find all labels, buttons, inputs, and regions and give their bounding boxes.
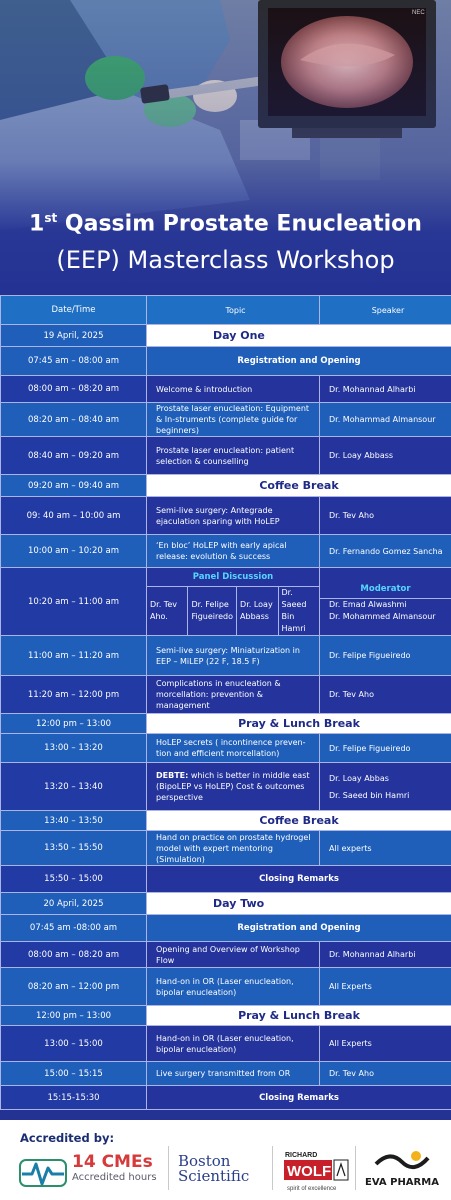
row-topic: Hand-on in OR (Laser enucleation, bipolar enucleation) [147,968,320,1006]
richard-wolf-logo [284,1148,350,1196]
table-row [1,763,451,811]
row-topic: Hand-on in OR (Laser enucleation, bipolar enucleation) [147,1026,320,1062]
cme-count: 14 CMEs [72,1152,153,1172]
row-speaker: Dr. Felipe Figueiredo [320,734,451,763]
row-time: 13:00 – 13:20 [1,734,147,763]
cme-subtitle: Accredited hours [72,1172,157,1183]
hero-image [0,0,451,292]
row-topic: Prostate laser enucleation: patient selection & counselling [147,437,320,475]
row-time: 08:00 am – 08:20 am [1,942,147,968]
row-speaker: Dr. Loay Abbass [320,437,451,475]
table-row [1,535,451,568]
header-topic: Topic [147,296,320,325]
row-time: 08:20 am – 12:00 pm [1,968,147,1006]
row-time: 10:20 am – 11:00 am [1,568,147,636]
divider [355,1146,356,1190]
panelist: Dr. Tev Aho. [147,587,188,635]
row-time: 12:00 pm – 13:00 [1,1006,147,1026]
table-row [1,714,451,734]
row-speaker: All Experts [320,1026,451,1062]
row-speaker: Dr. Mohannad Alharbi [320,942,451,968]
header-speaker: Speaker [320,296,451,325]
panel-discussion-row [1,568,451,636]
title-number: 1 [29,211,45,237]
row-time: 11:20 am – 12:00 pm [1,676,147,714]
page-title [0,203,451,277]
row-topic: Registration and Opening [147,915,451,942]
panelist: Dr. Felipe Figueiredo [188,587,237,635]
row-topic: Semi-live surgery: Antegrade ejaculation sparing with HoLEP [147,497,320,535]
row-time: 13:50 – 15:50 [1,831,147,866]
table-row [1,968,451,1006]
speaker-name: Dr. Loay Abbas [329,773,389,783]
row-time: 11:00 am – 11:20 am [1,636,147,676]
row-speaker [320,763,451,811]
table-header [1,296,451,325]
row-speaker: Dr. Tev Aho [320,1062,451,1086]
day-two-row [1,893,451,915]
logo-line: WOLF [287,1163,332,1180]
row-time: 13:20 – 13:40 [1,763,147,811]
panel-title: Panel Discussion [147,568,319,587]
row-topic: Pray & Lunch Break [147,1006,451,1026]
row-time: 13:00 – 15:00 [1,1026,147,1062]
title-ordinal: st [44,211,58,225]
divider [168,1146,169,1190]
table-row [1,915,451,942]
row-time: 08:20 am – 08:40 am [1,403,147,437]
accreditation-logo [18,1154,68,1192]
eva-pharma-logo: EVA PHARMA [365,1177,439,1188]
panelist: Dr. Loay Abbass [237,587,278,635]
row-topic: HoLEP secrets ( incontinence preven-tion and efficient morcellation) [147,734,320,763]
table-row [1,1026,451,1062]
moderator-title: Moderator [320,580,451,599]
row-time: 12:00 pm – 13:00 [1,714,147,734]
panelist: Dr. Saeed Bin Hamri [281,588,307,633]
moderator: Dr. Mohammed Almansour [329,612,436,621]
row-topic: Semi-live surgery: Miniaturization in EEP – MiLEP (22 F, 18.5 F) [147,636,320,676]
moderator: Dr. Emad Alwashmi [329,600,407,609]
row-topic: Prostate laser enucleation: Equipment & In-struments (complete guide for beginners) [147,403,320,437]
row-speaker: Dr. Fernando Gomez Sancha [320,535,451,568]
row-speaker: Dr. Tev Aho [320,676,451,714]
row-time: 09: 40 am – 10:00 am [1,497,147,535]
title-line2: (EEP) Masterclass Workshop [56,246,395,275]
row-topic: Live surgery transmitted from OR [147,1062,320,1086]
table-row [1,497,451,535]
title-line1: Qassim Prostate Enucleation [57,211,422,237]
table-row [1,1086,451,1110]
table-row [1,475,451,497]
table-row [1,831,451,866]
row-time: 07:45 am -08:00 am [1,915,147,942]
row-topic: Coffee Break [147,811,451,831]
table-row [1,1062,451,1086]
row-time: 13:40 – 13:50 [1,811,147,831]
logo-line: Scientific [178,1167,250,1185]
logo-line: Boston [178,1152,231,1170]
day-date: 20 April, 2025 [1,893,147,915]
accredited-label: Accredited by: [20,1131,115,1145]
divider [272,1146,273,1190]
row-time: 07:45 am – 08:00 am [1,347,147,376]
logo-line: spirit of excellence [287,1186,337,1192]
table-row [1,1006,451,1026]
row-topic: Registration and Opening [147,347,451,376]
table-row [1,942,451,968]
row-time: 15:50 – 15:00 [1,866,147,893]
row-speaker: Dr. Felipe Figueiredo [320,636,451,676]
row-time: 10:00 am – 10:20 am [1,535,147,568]
row-speaker: Dr. Mohammad Almansour [320,403,451,437]
row-topic: Complications in enucleation & morcellation: prevention & management [147,676,320,714]
row-topic: Pray & Lunch Break [147,714,451,734]
row-topic: Opening and Overview of Workshop Flow [147,942,320,968]
table-row [1,676,451,714]
eva-pharma-symbol [372,1148,432,1176]
panel-cell [147,568,320,636]
table-row [1,403,451,437]
row-time: 08:00 am – 08:20 am [1,376,147,403]
table-row [1,347,451,376]
debate-label: DEBTE: [156,771,189,780]
speaker-name: Dr. Saeed bin Hamri [329,790,410,800]
schedule-table [0,295,451,1110]
boston-scientific-logo [178,1154,249,1184]
row-topic: ‘En bloc’ HoLEP with early apical release: evolution & success [147,535,320,568]
day-label: Day Two [147,893,451,915]
logo-line: RICHARD [285,1152,318,1159]
table-row [1,376,451,403]
table-row [1,866,451,893]
moderator-cell [320,568,451,636]
row-topic: Hand on practice on prostate hydrogel model with expert mentoring (Simulation) [147,831,320,866]
row-time: 08:40 am – 09:20 am [1,437,147,475]
row-speaker: Dr. Tev Aho [320,497,451,535]
row-speaker: All experts [320,831,451,866]
table-row [1,636,451,676]
table-row [1,734,451,763]
table-row [1,811,451,831]
row-time: 09:20 am – 09:40 am [1,475,147,497]
day-label: Day One [147,325,451,347]
table-row [1,437,451,475]
row-topic [147,763,320,811]
row-topic: Closing Remarks [147,866,451,893]
row-speaker: Dr. Mohannad Alharbi [320,376,451,403]
row-topic: Coffee Break [147,475,451,497]
row-topic: Welcome & introduction [147,376,320,403]
day-one-row [1,325,451,347]
row-speaker: All Experts [320,968,451,1006]
debate-text: which is better in middle east (BipoLEP vs HoLEP) Cost & outcomes perspective [156,771,310,802]
row-time: 15:15-15:30 [1,1086,147,1110]
header-datetime: Date/Time [1,296,147,325]
day-date: 19 April, 2025 [1,325,147,347]
row-time: 15:00 – 15:15 [1,1062,147,1086]
row-topic: Closing Remarks [147,1086,451,1110]
